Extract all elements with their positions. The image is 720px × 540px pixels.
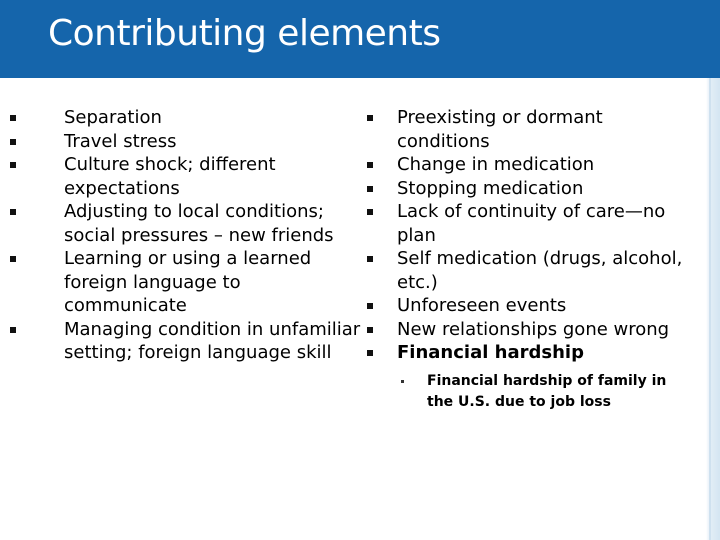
list-item: Travel stress: [64, 130, 364, 154]
square-bullet-icon: [10, 162, 16, 168]
square-bullet-icon: [367, 303, 373, 309]
right-bullet-list: [397, 106, 687, 413]
slide-header: [0, 0, 720, 78]
square-bullet-icon: [367, 115, 373, 121]
list-item: Learning or using a learned foreign language to communicate: [64, 247, 364, 318]
list-item: Self medication (drugs, alcohol, etc.): [397, 247, 687, 294]
square-bullet-icon: [10, 209, 16, 215]
square-bullet-icon: [367, 186, 373, 192]
square-bullet-icon: [10, 139, 16, 145]
square-bullet-icon: [367, 256, 373, 262]
list-item: Separation: [64, 106, 364, 130]
decorative-side-strip: [706, 78, 720, 540]
list-item: Lack of continuity of care—no plan: [397, 200, 687, 247]
list-item: Change in medication: [397, 153, 687, 177]
square-bullet-icon: [367, 209, 373, 215]
list-item: Culture shock; different expectations: [64, 153, 364, 200]
list-item: Unforeseen events: [397, 294, 687, 318]
list-item-financial-hardship: Financial hardship Financial hardship of family in the U.S. due to job loss: [397, 341, 687, 413]
square-bullet-icon: [10, 327, 16, 333]
square-bullet-icon: [10, 256, 16, 262]
list-item: Adjusting to local conditions; social pressures – new friends: [64, 200, 364, 247]
list-item: Preexisting or dormant conditions: [397, 106, 687, 153]
left-bullet-list: [64, 106, 364, 365]
list-item: New relationships gone wrong: [397, 318, 687, 342]
list-item: Stopping medication: [397, 177, 687, 201]
square-bullet-icon: [367, 350, 373, 356]
small-bullet-icon: [401, 380, 404, 383]
square-bullet-icon: [10, 115, 16, 121]
list-item: Managing condition in unfamiliar setting; foreign language skill: [64, 318, 364, 365]
slide-title: Contributing elements: [48, 13, 441, 54]
square-bullet-icon: [367, 327, 373, 333]
square-bullet-icon: [367, 162, 373, 168]
sub-list-item: Financial hardship of family in the U.S. due to job loss: [427, 371, 677, 413]
